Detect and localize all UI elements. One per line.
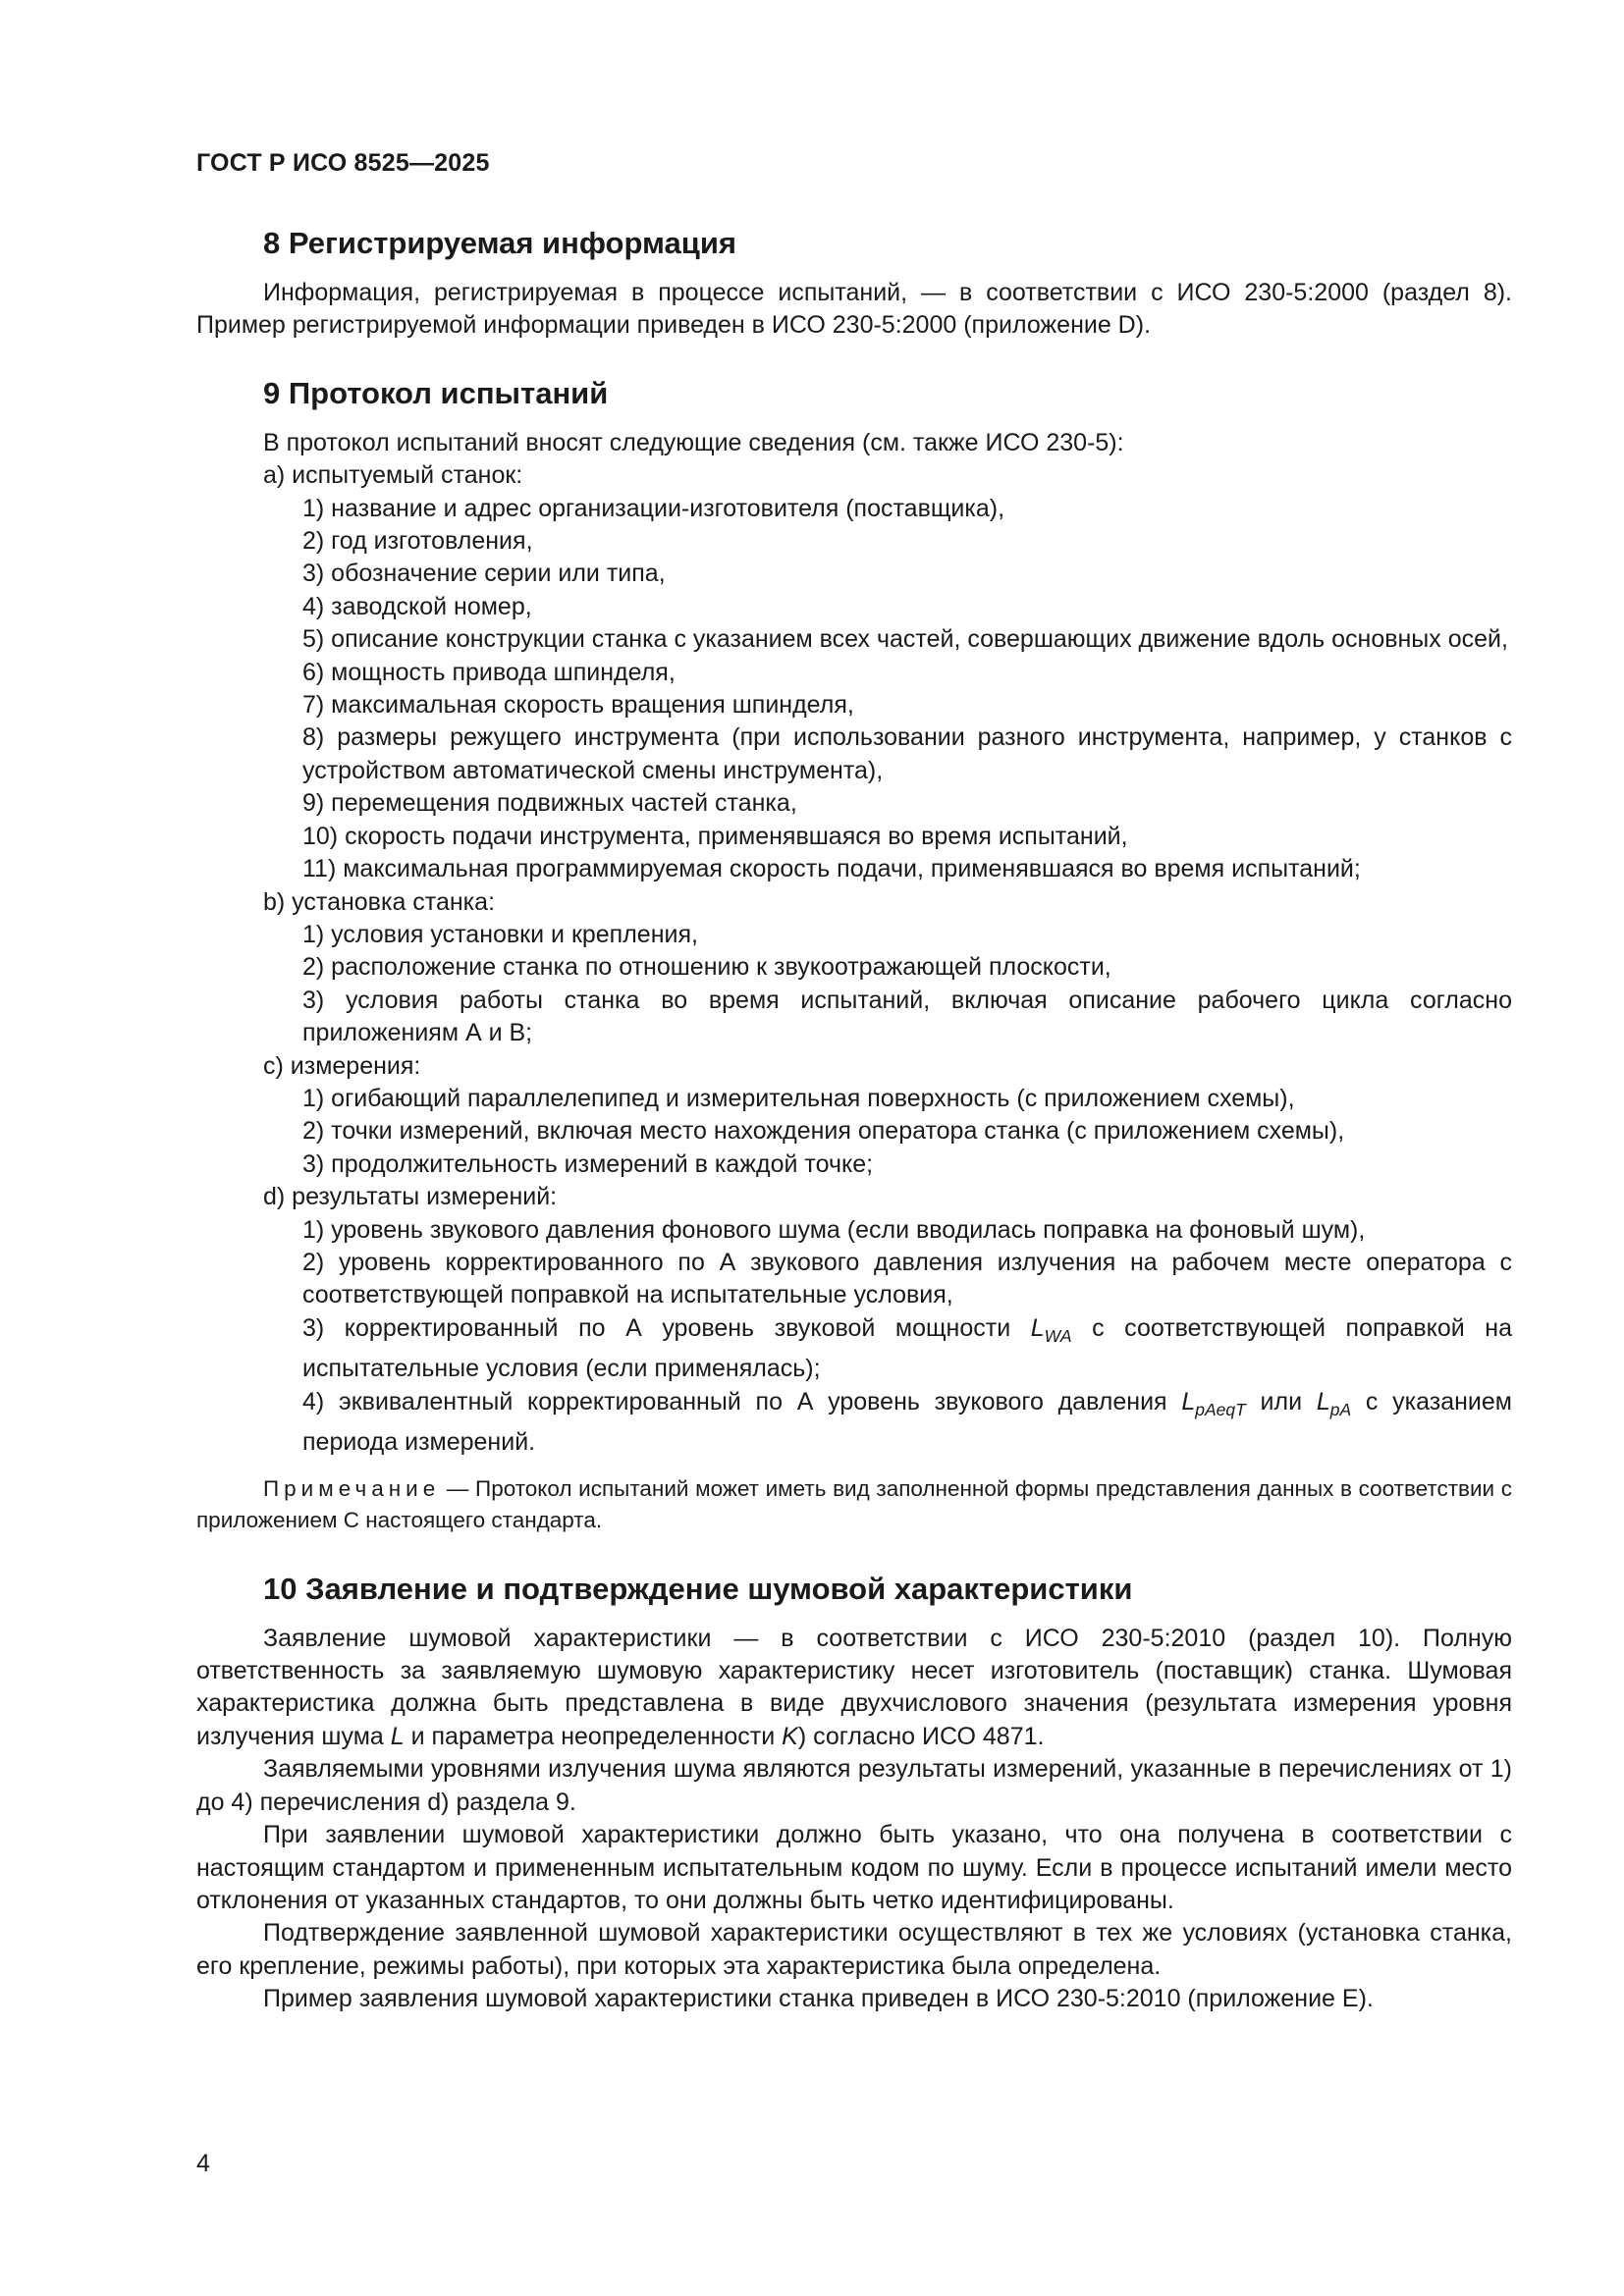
note-text: — Протокол испытаний может иметь вид заполненной формы представления данных в соответствии с приложением С настоящего стандарта. — [196, 1475, 1512, 1532]
list-c-label: с) измерения: — [263, 1051, 421, 1080]
page-number: 4 — [196, 2150, 210, 2177]
section-10-paragraph-2: Заявляемыми уровнями излучения шума являются результаты измерений, указанные в перечислениях от 1) до 4) перечисления d) раздела 9. — [196, 1755, 1512, 1816]
list-item: 4) заводской номер, — [302, 592, 532, 620]
list-item: 2) расположение станка по отношению к звукоотражающей плоскости, — [302, 953, 1111, 982]
list-d-label: d) результаты измерений: — [263, 1183, 558, 1211]
text-fragment: с указанием периода измерений. — [302, 1387, 1512, 1457]
subscript-pa: pA — [1329, 1399, 1352, 1419]
symbol-l: L — [1181, 1387, 1196, 1415]
page-content — [196, 224, 1512, 2016]
section-10-paragraph-3: При заявлении шумовой характеристики должно быть указано, что она получена в соответствии с настоящим стандартом и примененным испытательным кодом по шуму. Если в процессе испытаний имели место отклонения от указанных стандартов, то они должны быть четко идентифицированы. — [196, 1821, 1512, 1914]
symbol-k: K — [782, 1722, 798, 1750]
section-10-title: 10 Заявление и подтверждение шумовой характеристики — [263, 1571, 1133, 1606]
text-fragment: ) согласно ИСО 4871. — [797, 1722, 1045, 1750]
list-item: 1) уровень звукового давления фонового шума (если вводилась поправка на фоновый шум), — [302, 1215, 1366, 1244]
section-10-paragraph-1 — [196, 1623, 1512, 1754]
text-fragment: с соответствующей поправкой на испытательные условия (если применялась); — [302, 1313, 1512, 1383]
list-item: 6) мощность привода шпинделя, — [302, 658, 676, 686]
symbol-l: L — [390, 1722, 405, 1750]
list-item: 1) условия установки и крепления, — [302, 920, 698, 948]
standard-header: ГОСТ Р ИСО 8525—2025 — [196, 149, 490, 177]
list-item: 9) перемещения подвижных частей станка, — [302, 789, 797, 818]
list-item: 2) уровень корректированного по А звукового давления излучения на рабочем месте оператора с соответствующей поправкой на испытательные условия, — [302, 1248, 1512, 1309]
section-9 — [196, 374, 1512, 1536]
note-label: Примечание — [263, 1475, 441, 1501]
text-fragment: и параметра неопределенности — [404, 1722, 783, 1750]
list-item: 5) описание конструкции станка с указанием всех частей, совершающих движение вдоль основных осей, — [302, 625, 1508, 654]
subscript-paeqt: pAeqT — [1195, 1399, 1246, 1419]
list-b-label: b) установка станка: — [263, 887, 496, 916]
subscript-wa: WA — [1044, 1325, 1072, 1346]
list-item: 8) размеры режущего инструмента (при использовании разного инструмента, например, у станков с устройством автоматической смены инструмента), — [302, 723, 1512, 784]
list-item: 3) условия работы станка во время испытаний, включая описание рабочего цикла согласно приложениям А и В; — [302, 986, 1512, 1047]
text-fragment: 4) эквивалентный корректированный по А уровень звукового давления — [302, 1387, 1182, 1415]
section-8 — [196, 224, 1512, 343]
section-10 — [196, 1570, 1512, 2016]
list-item: 2) точки измерений, включая место нахождения оператора станка (с приложением схемы), — [302, 1117, 1345, 1146]
list-item: 1) огибающий параллелепипед и измерительная поверхность (с приложением схемы), — [302, 1084, 1295, 1112]
section-10-paragraph-5: Пример заявления шумовой характеристики станка приведен в ИСО 230-5:2010 (приложение Е). — [263, 1985, 1374, 2013]
note — [196, 1473, 1512, 1536]
list-item: 7) максимальная скорость вращения шпинделя, — [302, 691, 854, 720]
section-9-title: 9 Протокол испытаний — [263, 375, 609, 410]
symbol-l: L — [1316, 1387, 1330, 1415]
text-fragment: Заявление шумовой характеристики — в соответствии с ИСО 230-5:2010 (раздел 10). Полную ответственность за заявляемую шумовую характеристику несет изготовитель (поставщик) станка. Шумовая характеристика должна быть представлена в виде двухчислового значения (результата измерения уровня излучения шума — [196, 1624, 1512, 1750]
text-fragment: 3) корректированный по А уровень звуковой мощности — [302, 1313, 1031, 1342]
list-item: 2) год изготовления, — [302, 527, 533, 556]
list-item: 3) обозначение серии или типа, — [302, 560, 666, 588]
symbol-l: L — [1030, 1313, 1045, 1342]
section-8-title: 8 Регистрируемая информация — [263, 226, 736, 260]
section-9-intro: В протокол испытаний вносят следующие сведения (см. также ИСО 230-5): — [263, 428, 1124, 456]
list-item: 11) максимальная программируемая скорость подачи, применявшаяся во время испытаний; — [302, 855, 1361, 883]
text-fragment: или — [1245, 1387, 1317, 1415]
section-10-paragraph-4: Подтверждение заявленной шумовой характеристики осуществляют в тех же условиях (установка станка, его крепление, режимы работы), при которых эта характеристика была определена. — [196, 1919, 1512, 1980]
list-item: 1) название и адрес организации-изготовителя (поставщика), — [302, 494, 1005, 522]
list-item: 3) продолжительность измерений в каждой точке; — [302, 1149, 874, 1178]
list-a-label: a) испытуемый станок: — [263, 461, 523, 490]
list-item-equivalent-level — [302, 1386, 1512, 1460]
section-8-paragraph: Информация, регистрируемая в процессе испытаний, — в соответствии с ИСО 230-5:2000 (раздел 8). Пример регистрируемой информации приведен в ИСО 230-5:2000 (приложение D). — [196, 279, 1512, 340]
list-item: 10) скорость подачи инструмента, применявшаяся во время испытаний, — [302, 822, 1128, 850]
list-item-sound-power — [302, 1312, 1512, 1386]
